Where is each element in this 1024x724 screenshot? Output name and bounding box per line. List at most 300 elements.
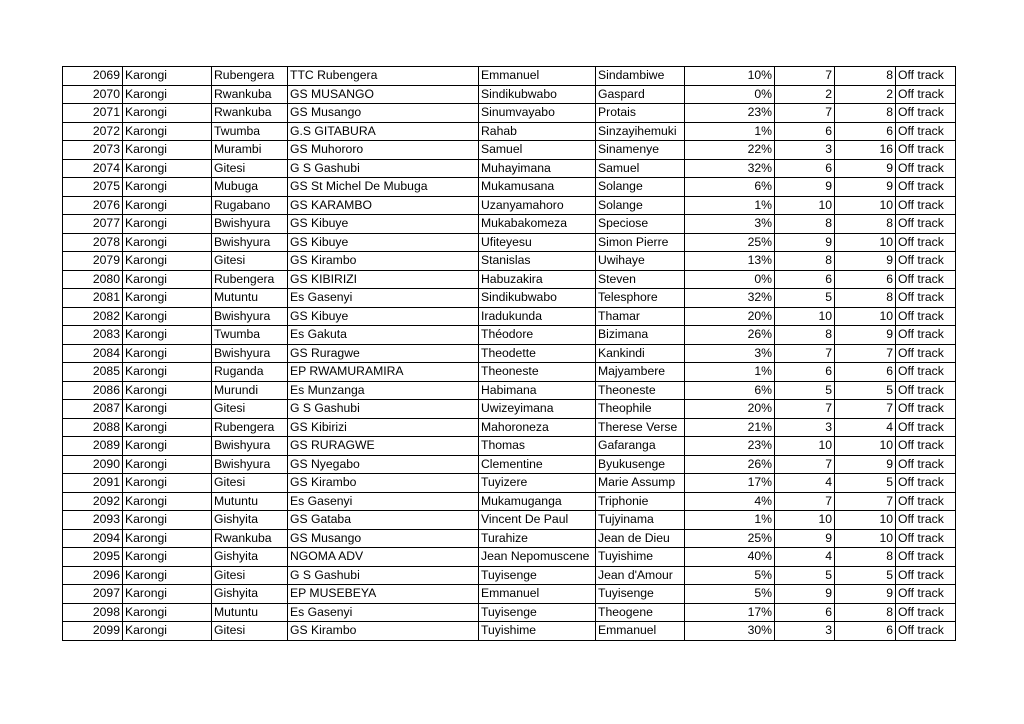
sector-cell: Gishyita <box>212 511 288 530</box>
first-name-cell: Theodette <box>479 344 596 363</box>
status-cell: Off track <box>896 289 956 308</box>
first-name-cell: Habimana <box>479 381 596 400</box>
school-cell: G S Gashubi <box>288 159 479 178</box>
count-b-cell: 5 <box>835 566 896 585</box>
count-b-cell: 8 <box>835 603 896 622</box>
table-row <box>63 85 956 104</box>
count-a-cell: 5 <box>775 289 835 308</box>
count-a-cell: 10 <box>775 511 835 530</box>
row-id-cell: 2087 <box>63 400 123 419</box>
table-row <box>63 603 956 622</box>
first-name-cell: Sindikubwabo <box>479 289 596 308</box>
school-cell: Es Munzanga <box>288 381 479 400</box>
count-a-cell: 8 <box>775 215 835 234</box>
count-b-cell: 10 <box>835 529 896 548</box>
district-cell: Karongi <box>123 603 212 622</box>
count-a-cell: 6 <box>775 159 835 178</box>
district-cell: Karongi <box>123 381 212 400</box>
row-id-cell: 2069 <box>63 67 123 86</box>
status-cell: Off track <box>896 159 956 178</box>
district-cell: Karongi <box>123 437 212 456</box>
district-cell: Karongi <box>123 511 212 530</box>
last-name-cell: Bizimana <box>596 326 685 345</box>
status-cell: Off track <box>896 122 956 141</box>
count-b-cell: 10 <box>835 196 896 215</box>
count-a-cell: 10 <box>775 196 835 215</box>
count-a-cell: 7 <box>775 455 835 474</box>
school-cell: G S Gashubi <box>288 400 479 419</box>
school-cell: GS Kirambo <box>288 622 479 641</box>
first-name-cell: Thomas <box>479 437 596 456</box>
count-a-cell: 2 <box>775 85 835 104</box>
table-row <box>63 289 956 308</box>
row-id-cell: 2099 <box>63 622 123 641</box>
count-b-cell: 7 <box>835 344 896 363</box>
last-name-cell: Solange <box>596 196 685 215</box>
count-a-cell: 7 <box>775 344 835 363</box>
district-cell: Karongi <box>123 67 212 86</box>
table-row <box>63 455 956 474</box>
district-cell: Karongi <box>123 400 212 419</box>
last-name-cell: Marie Assump <box>596 474 685 493</box>
last-name-cell: Solange <box>596 178 685 197</box>
status-cell: Off track <box>896 585 956 604</box>
row-id-cell: 2093 <box>63 511 123 530</box>
count-a-cell: 6 <box>775 122 835 141</box>
count-a-cell: 8 <box>775 326 835 345</box>
first-name-cell: Sinumvayabo <box>479 104 596 123</box>
sector-cell: Rubengera <box>212 418 288 437</box>
school-cell: GS Kirambo <box>288 252 479 271</box>
last-name-cell: Speciose <box>596 215 685 234</box>
first-name-cell: Emmanuel <box>479 67 596 86</box>
table-row <box>63 159 956 178</box>
district-cell: Karongi <box>123 215 212 234</box>
table-row <box>63 307 956 326</box>
row-id-cell: 2075 <box>63 178 123 197</box>
last-name-cell: Gafaranga <box>596 437 685 456</box>
count-b-cell: 6 <box>835 622 896 641</box>
first-name-cell: Mahoroneza <box>479 418 596 437</box>
first-name-cell: Clementine <box>479 455 596 474</box>
count-a-cell: 7 <box>775 104 835 123</box>
percentage-cell: 23% <box>685 437 775 456</box>
table-row <box>63 215 956 234</box>
table-row <box>63 178 956 197</box>
percentage-cell: 40% <box>685 548 775 567</box>
row-id-cell: 2083 <box>63 326 123 345</box>
percentage-cell: 26% <box>685 455 775 474</box>
count-a-cell: 3 <box>775 141 835 160</box>
last-name-cell: Samuel <box>596 159 685 178</box>
district-cell: Karongi <box>123 85 212 104</box>
count-a-cell: 6 <box>775 603 835 622</box>
status-cell: Off track <box>896 455 956 474</box>
percentage-cell: 26% <box>685 326 775 345</box>
last-name-cell: Gaspard <box>596 85 685 104</box>
sector-cell: Bwishyura <box>212 233 288 252</box>
school-cell: EP MUSEBEYA <box>288 585 479 604</box>
last-name-cell: Theophile <box>596 400 685 419</box>
sector-cell: Bwishyura <box>212 307 288 326</box>
table-row <box>63 566 956 585</box>
count-b-cell: 10 <box>835 233 896 252</box>
school-cell: GS Nyegabo <box>288 455 479 474</box>
row-id-cell: 2092 <box>63 492 123 511</box>
row-id-cell: 2097 <box>63 585 123 604</box>
status-cell: Off track <box>896 474 956 493</box>
district-cell: Karongi <box>123 159 212 178</box>
percentage-cell: 0% <box>685 85 775 104</box>
district-cell: Karongi <box>123 270 212 289</box>
table-body <box>63 67 956 641</box>
last-name-cell: Tuyisenge <box>596 585 685 604</box>
table-row <box>63 104 956 123</box>
district-cell: Karongi <box>123 622 212 641</box>
school-cell: GS Kibirizi <box>288 418 479 437</box>
count-a-cell: 4 <box>775 548 835 567</box>
row-id-cell: 2096 <box>63 566 123 585</box>
count-a-cell: 9 <box>775 233 835 252</box>
count-a-cell: 6 <box>775 363 835 382</box>
row-id-cell: 2072 <box>63 122 123 141</box>
sector-cell: Rwankuba <box>212 529 288 548</box>
first-name-cell: Mukabakomeza <box>479 215 596 234</box>
count-a-cell: 5 <box>775 381 835 400</box>
count-b-cell: 4 <box>835 418 896 437</box>
district-cell: Karongi <box>123 307 212 326</box>
percentage-cell: 32% <box>685 289 775 308</box>
percentage-cell: 20% <box>685 307 775 326</box>
status-cell: Off track <box>896 381 956 400</box>
district-cell: Karongi <box>123 492 212 511</box>
percentage-cell: 25% <box>685 233 775 252</box>
table-row <box>63 585 956 604</box>
percentage-cell: 13% <box>685 252 775 271</box>
school-cell: G.S GITABURA <box>288 122 479 141</box>
data-table <box>62 66 956 641</box>
sector-cell: Gishyita <box>212 548 288 567</box>
school-cell: GS St Michel De Mubuga <box>288 178 479 197</box>
percentage-cell: 17% <box>685 474 775 493</box>
last-name-cell: Jean de Dieu <box>596 529 685 548</box>
count-b-cell: 6 <box>835 122 896 141</box>
status-cell: Off track <box>896 326 956 345</box>
sector-cell: Gitesi <box>212 622 288 641</box>
school-cell: GS Muhororo <box>288 141 479 160</box>
status-cell: Off track <box>896 622 956 641</box>
status-cell: Off track <box>896 418 956 437</box>
last-name-cell: Simon Pierre <box>596 233 685 252</box>
percentage-cell: 25% <box>685 529 775 548</box>
percentage-cell: 0% <box>685 270 775 289</box>
status-cell: Off track <box>896 603 956 622</box>
percentage-cell: 23% <box>685 104 775 123</box>
count-a-cell: 9 <box>775 529 835 548</box>
table-row <box>63 233 956 252</box>
sector-cell: Gitesi <box>212 159 288 178</box>
last-name-cell: Sindambiwe <box>596 67 685 86</box>
last-name-cell: Theogene <box>596 603 685 622</box>
status-cell: Off track <box>896 215 956 234</box>
percentage-cell: 1% <box>685 196 775 215</box>
count-a-cell: 3 <box>775 622 835 641</box>
table-row <box>63 122 956 141</box>
sector-cell: Bwishyura <box>212 455 288 474</box>
count-a-cell: 6 <box>775 270 835 289</box>
percentage-cell: 1% <box>685 363 775 382</box>
table-row <box>63 437 956 456</box>
count-b-cell: 2 <box>835 85 896 104</box>
status-cell: Off track <box>896 307 956 326</box>
table-row <box>63 252 956 271</box>
last-name-cell: Emmanuel <box>596 622 685 641</box>
row-id-cell: 2073 <box>63 141 123 160</box>
percentage-cell: 17% <box>685 603 775 622</box>
count-a-cell: 4 <box>775 474 835 493</box>
first-name-cell: Uzanyamahoro <box>479 196 596 215</box>
district-cell: Karongi <box>123 326 212 345</box>
status-cell: Off track <box>896 141 956 160</box>
school-cell: GS KARAMBO <box>288 196 479 215</box>
percentage-cell: 1% <box>685 122 775 141</box>
count-b-cell: 8 <box>835 215 896 234</box>
count-a-cell: 9 <box>775 178 835 197</box>
count-b-cell: 8 <box>835 67 896 86</box>
first-name-cell: Muhayimana <box>479 159 596 178</box>
first-name-cell: Rahab <box>479 122 596 141</box>
sector-cell: Rugabano <box>212 196 288 215</box>
row-id-cell: 2078 <box>63 233 123 252</box>
last-name-cell: Byukusenge <box>596 455 685 474</box>
school-cell: GS Gataba <box>288 511 479 530</box>
district-cell: Karongi <box>123 566 212 585</box>
district-cell: Karongi <box>123 104 212 123</box>
status-cell: Off track <box>896 400 956 419</box>
row-id-cell: 2079 <box>63 252 123 271</box>
count-b-cell: 9 <box>835 455 896 474</box>
status-cell: Off track <box>896 437 956 456</box>
table-row <box>63 622 956 641</box>
first-name-cell: Mukamusana <box>479 178 596 197</box>
count-a-cell: 9 <box>775 585 835 604</box>
count-b-cell: 7 <box>835 492 896 511</box>
first-name-cell: Habuzakira <box>479 270 596 289</box>
count-b-cell: 8 <box>835 104 896 123</box>
sector-cell: Bwishyura <box>212 437 288 456</box>
percentage-cell: 3% <box>685 215 775 234</box>
percentage-cell: 22% <box>685 141 775 160</box>
row-id-cell: 2071 <box>63 104 123 123</box>
percentage-cell: 21% <box>685 418 775 437</box>
district-cell: Karongi <box>123 585 212 604</box>
last-name-cell: Triphonie <box>596 492 685 511</box>
count-b-cell: 8 <box>835 548 896 567</box>
status-cell: Off track <box>896 252 956 271</box>
status-cell: Off track <box>896 344 956 363</box>
row-id-cell: 2098 <box>63 603 123 622</box>
percentage-cell: 5% <box>685 585 775 604</box>
count-b-cell: 9 <box>835 159 896 178</box>
count-b-cell: 6 <box>835 270 896 289</box>
table-row <box>63 529 956 548</box>
sector-cell: Murundi <box>212 381 288 400</box>
school-cell: GS Kibuye <box>288 215 479 234</box>
first-name-cell: Tuyishime <box>479 622 596 641</box>
district-cell: Karongi <box>123 233 212 252</box>
row-id-cell: 2094 <box>63 529 123 548</box>
count-b-cell: 16 <box>835 141 896 160</box>
count-a-cell: 10 <box>775 307 835 326</box>
count-b-cell: 8 <box>835 289 896 308</box>
count-a-cell: 3 <box>775 418 835 437</box>
district-cell: Karongi <box>123 474 212 493</box>
status-cell: Off track <box>896 85 956 104</box>
percentage-cell: 6% <box>685 178 775 197</box>
last-name-cell: Protais <box>596 104 685 123</box>
sector-cell: Twumba <box>212 326 288 345</box>
district-cell: Karongi <box>123 344 212 363</box>
count-a-cell: 10 <box>775 437 835 456</box>
last-name-cell: Thamar <box>596 307 685 326</box>
first-name-cell: Théodore <box>479 326 596 345</box>
table-row <box>63 67 956 86</box>
district-cell: Karongi <box>123 548 212 567</box>
sector-cell: Bwishyura <box>212 344 288 363</box>
count-b-cell: 9 <box>835 178 896 197</box>
school-cell: GS Kirambo <box>288 474 479 493</box>
district-cell: Karongi <box>123 122 212 141</box>
sector-cell: Gitesi <box>212 252 288 271</box>
sector-cell: Gishyita <box>212 585 288 604</box>
percentage-cell: 3% <box>685 344 775 363</box>
table-row <box>63 326 956 345</box>
district-cell: Karongi <box>123 178 212 197</box>
row-id-cell: 2088 <box>63 418 123 437</box>
first-name-cell: Emmanuel <box>479 585 596 604</box>
count-a-cell: 5 <box>775 566 835 585</box>
table-row <box>63 196 956 215</box>
first-name-cell: Uwizeyimana <box>479 400 596 419</box>
sector-cell: Gitesi <box>212 400 288 419</box>
last-name-cell: Tujyinama <box>596 511 685 530</box>
count-a-cell: 7 <box>775 400 835 419</box>
last-name-cell: Tuyishime <box>596 548 685 567</box>
sector-cell: Mubuga <box>212 178 288 197</box>
school-cell: GS Musango <box>288 529 479 548</box>
sector-cell: Rwankuba <box>212 85 288 104</box>
sector-cell: Gitesi <box>212 566 288 585</box>
status-cell: Off track <box>896 548 956 567</box>
row-id-cell: 2076 <box>63 196 123 215</box>
status-cell: Off track <box>896 233 956 252</box>
sector-cell: Murambi <box>212 141 288 160</box>
district-cell: Karongi <box>123 455 212 474</box>
sector-cell: Rubengera <box>212 67 288 86</box>
count-b-cell: 10 <box>835 511 896 530</box>
table-row <box>63 548 956 567</box>
school-cell: GS Musango <box>288 104 479 123</box>
status-cell: Off track <box>896 178 956 197</box>
status-cell: Off track <box>896 492 956 511</box>
sector-cell: Bwishyura <box>212 215 288 234</box>
sector-cell: Mutuntu <box>212 492 288 511</box>
status-cell: Off track <box>896 566 956 585</box>
row-id-cell: 2074 <box>63 159 123 178</box>
first-name-cell: Mukamuganga <box>479 492 596 511</box>
table-row <box>63 492 956 511</box>
percentage-cell: 10% <box>685 67 775 86</box>
percentage-cell: 5% <box>685 566 775 585</box>
last-name-cell: Sinzayihemuki <box>596 122 685 141</box>
school-cell: EP RWAMURAMIRA <box>288 363 479 382</box>
district-cell: Karongi <box>123 196 212 215</box>
sector-cell: Ruganda <box>212 363 288 382</box>
school-cell: TTC Rubengera <box>288 67 479 86</box>
first-name-cell: Tuyisenge <box>479 603 596 622</box>
row-id-cell: 2090 <box>63 455 123 474</box>
last-name-cell: Jean d'Amour <box>596 566 685 585</box>
percentage-cell: 30% <box>685 622 775 641</box>
district-cell: Karongi <box>123 363 212 382</box>
school-cell: Es Gasenyi <box>288 492 479 511</box>
first-name-cell: Jean Nepomuscene <box>479 548 596 567</box>
percentage-cell: 4% <box>685 492 775 511</box>
row-id-cell: 2081 <box>63 289 123 308</box>
school-cell: NGOMA ADV <box>288 548 479 567</box>
school-cell: GS MUSANGO <box>288 85 479 104</box>
count-a-cell: 8 <box>775 252 835 271</box>
row-id-cell: 2086 <box>63 381 123 400</box>
first-name-cell: Tuyisenge <box>479 566 596 585</box>
count-b-cell: 7 <box>835 400 896 419</box>
sector-cell: Rubengera <box>212 270 288 289</box>
first-name-cell: Turahize <box>479 529 596 548</box>
sector-cell: Twumba <box>212 122 288 141</box>
sector-cell: Mutuntu <box>212 289 288 308</box>
table-row <box>63 511 956 530</box>
first-name-cell: Stanislas <box>479 252 596 271</box>
table-row <box>63 344 956 363</box>
count-b-cell: 9 <box>835 326 896 345</box>
row-id-cell: 2089 <box>63 437 123 456</box>
count-a-cell: 7 <box>775 492 835 511</box>
last-name-cell: Therese Verse <box>596 418 685 437</box>
district-cell: Karongi <box>123 289 212 308</box>
status-cell: Off track <box>896 67 956 86</box>
count-b-cell: 6 <box>835 363 896 382</box>
last-name-cell: Kankindi <box>596 344 685 363</box>
school-cell: Es Gasenyi <box>288 289 479 308</box>
table-row <box>63 418 956 437</box>
district-cell: Karongi <box>123 141 212 160</box>
table-row <box>63 141 956 160</box>
school-cell: Es Gasenyi <box>288 603 479 622</box>
percentage-cell: 6% <box>685 381 775 400</box>
percentage-cell: 1% <box>685 511 775 530</box>
status-cell: Off track <box>896 511 956 530</box>
count-b-cell: 5 <box>835 474 896 493</box>
first-name-cell: Sindikubwabo <box>479 85 596 104</box>
sector-cell: Mutuntu <box>212 603 288 622</box>
school-cell: GS Kibuye <box>288 307 479 326</box>
last-name-cell: Uwihaye <box>596 252 685 271</box>
table-row <box>63 270 956 289</box>
row-id-cell: 2095 <box>63 548 123 567</box>
status-cell: Off track <box>896 529 956 548</box>
school-cell: GS Kibuye <box>288 233 479 252</box>
first-name-cell: Iradukunda <box>479 307 596 326</box>
